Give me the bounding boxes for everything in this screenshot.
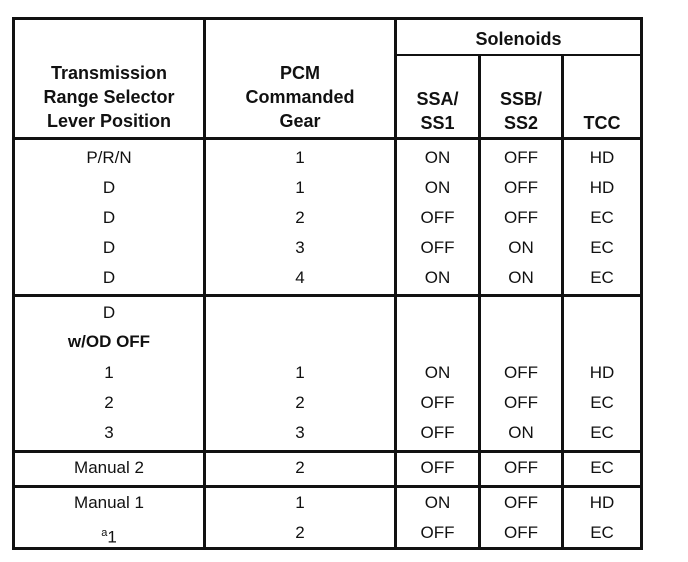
- cell-ssa: OFF: [420, 208, 455, 227]
- cell-ssa: ON: [424, 178, 451, 197]
- cell-ssb: OFF: [504, 523, 538, 542]
- cell-ssb: OFF: [504, 393, 538, 412]
- cell-pos: w/OD OFF: [67, 332, 151, 351]
- header-col2-line1: PCM: [280, 63, 320, 83]
- divider-solenoids: [394, 54, 643, 56]
- cell-pos: D: [102, 238, 116, 257]
- cell-ssb: OFF: [504, 178, 538, 197]
- cell-ssb: ON: [508, 423, 534, 442]
- cell-ssa: OFF: [420, 458, 455, 477]
- cell-ssa: ON: [424, 493, 451, 512]
- cell-gear: 2: [295, 393, 305, 412]
- cell-pos: 2: [104, 393, 114, 412]
- cell-pos: [15, 523, 203, 548]
- cell-ssa: ON: [424, 148, 451, 167]
- cell-pos: Manual 2: [74, 458, 144, 477]
- cell-gear: 2: [295, 458, 305, 477]
- cell-ssb: OFF: [504, 493, 538, 512]
- cell-ssb: OFF: [504, 363, 538, 382]
- divider-header: [12, 137, 643, 140]
- cell-tcc: EC: [590, 238, 614, 257]
- divider-group3: [12, 485, 643, 488]
- header-col2-line2: Commanded: [245, 87, 355, 107]
- transmission-solenoid-table: [12, 17, 643, 550]
- header-ssa-line2: SS1: [420, 113, 455, 133]
- cell-tcc: HD: [589, 178, 615, 197]
- cell-pos: P/R/N: [86, 148, 132, 167]
- header-col2-line3: Gear: [279, 111, 321, 131]
- cell-ssa: OFF: [420, 393, 455, 412]
- divider-group2: [12, 450, 643, 453]
- cell-tcc: EC: [590, 208, 614, 227]
- cell-ssa: ON: [424, 363, 451, 382]
- header-ssa-line1: SSA/: [416, 89, 459, 109]
- cell-gear: 4: [295, 268, 305, 287]
- cell-ssb: ON: [508, 268, 534, 287]
- cell-tcc: HD: [589, 148, 615, 167]
- cell-gear: 3: [295, 238, 305, 257]
- cell-tcc: EC: [590, 268, 614, 287]
- header-solenoids: Solenoids: [475, 29, 562, 49]
- cell-ssb: OFF: [504, 458, 538, 477]
- cell-pos: Manual 1: [74, 493, 144, 512]
- cell-ssa: OFF: [420, 423, 455, 442]
- cell-ssb: OFF: [504, 148, 538, 167]
- cell-ssb: ON: [508, 238, 534, 257]
- header-ssb-line1: SSB/: [499, 89, 542, 109]
- cell-ssa: OFF: [420, 238, 455, 257]
- cell-tcc: EC: [590, 393, 614, 412]
- header-ssb-line2: SS2: [503, 113, 539, 133]
- cell-tcc: HD: [589, 363, 615, 382]
- header-col1-line3: Lever Position: [46, 111, 172, 131]
- cell-gear: 3: [295, 423, 305, 442]
- cell-ssa: OFF: [420, 523, 455, 542]
- table-border-top: [12, 17, 643, 20]
- divider-group1: [12, 294, 643, 297]
- cell-gear: 1: [295, 363, 305, 382]
- header-col1-line1: Transmission: [50, 63, 168, 83]
- cell-tcc: HD: [589, 493, 615, 512]
- cell-tcc: EC: [590, 458, 614, 477]
- cell-gear: 2: [295, 523, 305, 542]
- cell-tcc: EC: [590, 523, 614, 542]
- header-tcc: TCC: [583, 113, 621, 133]
- cell-pos: 3: [104, 423, 114, 442]
- cell-gear: 1: [295, 493, 305, 512]
- cell-gear: 1: [295, 178, 305, 197]
- cell-ssb: OFF: [504, 208, 538, 227]
- cell-tcc: EC: [590, 423, 614, 442]
- header-col1-line2: Range Selector: [43, 87, 175, 107]
- table-border-right: [640, 17, 643, 550]
- cell-pos: D: [102, 178, 116, 197]
- cell-pos: D: [102, 268, 116, 287]
- cell-pos: D: [102, 208, 116, 227]
- footnote-marker: a: [101, 527, 108, 539]
- cell-pos: D: [102, 303, 116, 322]
- cell-gear: 2: [295, 208, 305, 227]
- cell-pos: 1: [104, 363, 114, 382]
- cell-pos-text: 1: [107, 527, 117, 547]
- cell-gear: 1: [295, 148, 305, 167]
- cell-ssa: ON: [424, 268, 451, 287]
